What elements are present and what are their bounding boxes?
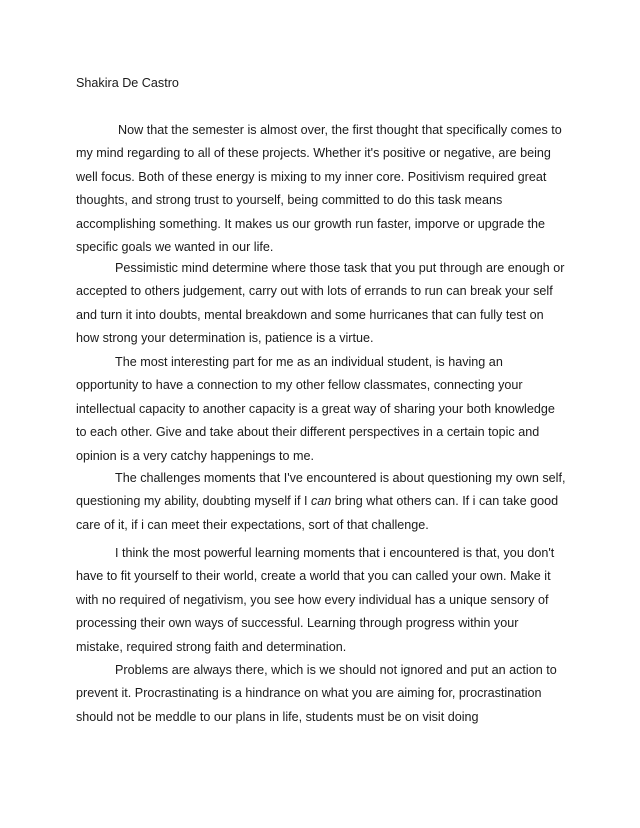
paragraph-line: with no required of negativism, you see how every individual has a unique sensory of <box>76 592 549 607</box>
paragraph-line: opinion is a very catchy happenings to me. <box>76 448 315 463</box>
text-segment: questioning my ability, doubting myself if I <box>76 494 308 509</box>
paragraph-3 <box>76 351 562 468</box>
paragraph-line: and turn it into doubts, mental breakdown and some hurricanes that can fully test on <box>76 307 544 322</box>
paragraph-line: well focus. Both of these energy is mixing to my inner core. Positivism required great <box>76 169 547 184</box>
paragraph-line: how strong your determination is, patience is a virtue. <box>76 331 374 346</box>
paragraph-line-with-emphasis <box>76 490 562 513</box>
paragraph-line: Now that the semester is almost over, the first thought that specifically comes to <box>118 123 562 137</box>
paragraph-line: should not be meddle to our plans in life, students must be on visit doing <box>76 709 479 724</box>
paragraph-5 <box>76 542 562 659</box>
paragraph-line: prevent it. Procrastinating is a hindrance on what you are aiming for, procrastination <box>76 686 542 701</box>
paragraph-line: thoughts, and strong trust to yourself, being committed to do this task means <box>76 193 503 208</box>
paragraph-line: specific goals we wanted in our life. <box>76 240 274 255</box>
paragraph-4 <box>76 467 566 537</box>
paragraph-line: processing their own ways of successful. Learning through progress within your <box>76 616 519 631</box>
paragraph-line: my mind regarding to all of these projects. Whether it's positive or negative, are being <box>76 146 551 161</box>
text-segment: bring what others can. If i can take good <box>334 494 559 509</box>
paragraph-line: accomplishing something. It makes us our growth run faster, imporve or upgrade the <box>76 216 545 231</box>
author-name: Shakira De Castro <box>76 76 179 90</box>
paragraph-2 <box>76 257 565 351</box>
paragraph-line: have to fit yourself to their world, create a world that you can called your own. Make it <box>76 569 551 584</box>
paragraph-line: Problems are always there, which is we should not ignored and put an action to <box>115 663 557 677</box>
paragraph-line: to each other. Give and take about their different perspectives in a certain topic and <box>76 425 540 440</box>
paragraph-line: accepted to others judgement, carry out with lots of errands to run can break your self <box>76 284 553 299</box>
paragraph-6 <box>76 659 562 729</box>
paragraph-line: care of it, if i can meet their expectations, sort of that challenge. <box>76 517 429 532</box>
paragraph-line: Pessimistic mind determine where those task that you put through are enough or <box>115 261 565 275</box>
paragraph-line: The most interesting part for me as an individual student, is having an <box>115 355 503 369</box>
paragraph-line: I think the most powerful learning moments that i encountered is that, you don't <box>115 546 555 560</box>
paragraph-1 <box>76 119 562 259</box>
emphasized-word: can <box>310 494 332 509</box>
paragraph-line: The challenges moments that I've encountered is about questioning my own self, <box>115 471 566 485</box>
paragraph-line: opportunity to have a connection to my other fellow classmates, connecting your <box>76 378 523 393</box>
paragraph-line: mistake, required strong faith and determination. <box>76 639 347 654</box>
paragraph-line: intellectual capacity to another capacity is a great way of sharing your both knowledge <box>76 401 555 416</box>
